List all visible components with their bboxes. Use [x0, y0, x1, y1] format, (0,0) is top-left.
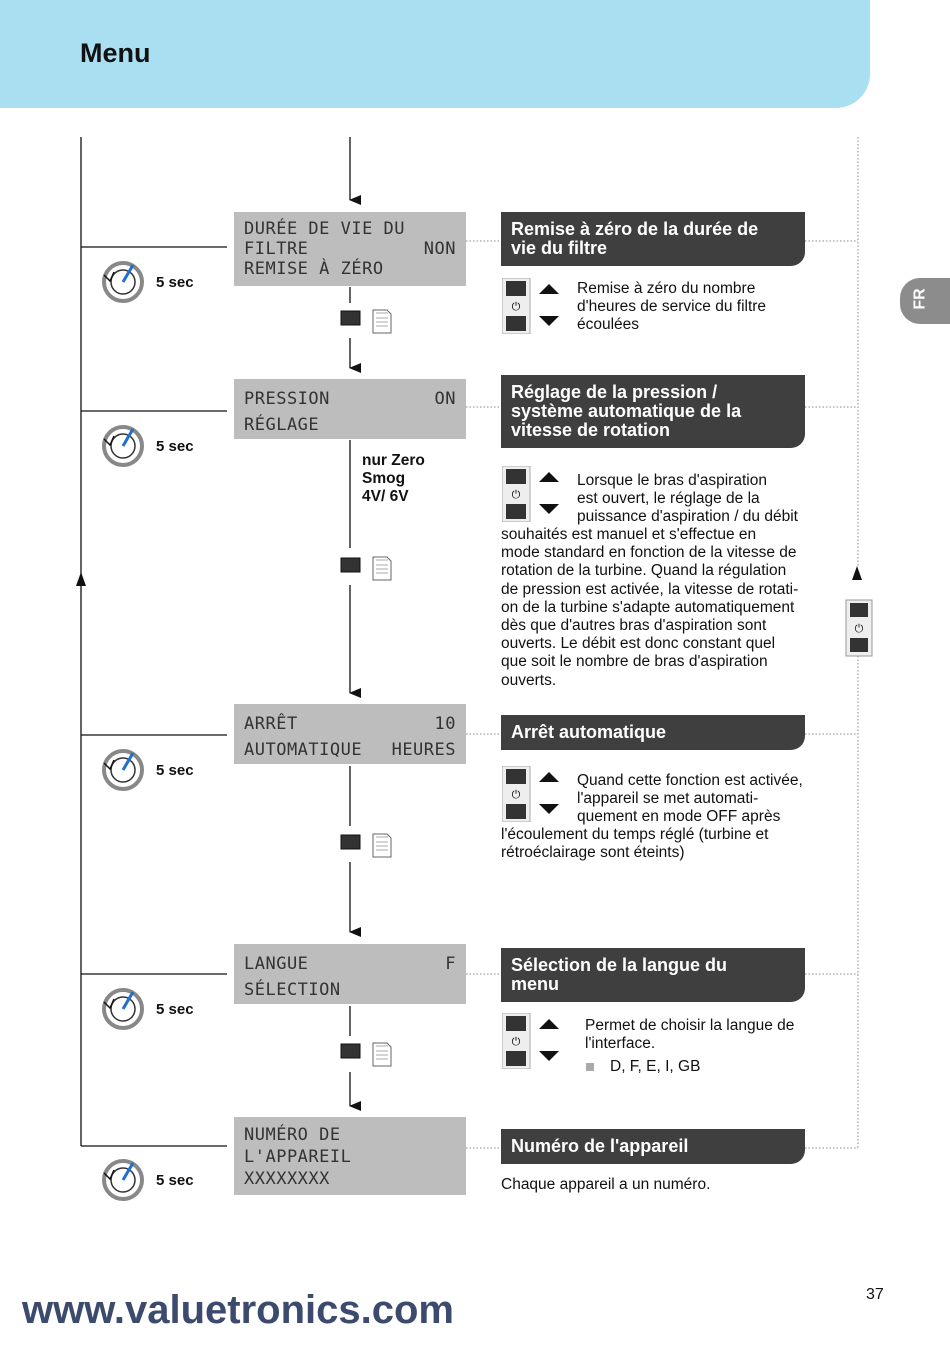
lcd-screen-device-number: NUMÉRO DE L'APPAREIL XXXXXXXX: [234, 1117, 466, 1195]
svg-text:⏻: ⏻: [511, 300, 521, 313]
section-heading-language: Sélection de la langue du menu: [501, 948, 805, 1002]
timer-5sec-5: [100, 1157, 194, 1203]
section-text-filter-reset: Remise à zéro du nombre d'heures de service du filtre écoulées: [577, 280, 767, 334]
timer-label: 5 sec: [156, 761, 194, 779]
timer-dial-icon: [100, 1157, 146, 1203]
bullet-square-icon: [586, 1063, 594, 1071]
section-text-auto-off-intro: Quand cette fonction est activée, l'appareil se met automati- quement en mode OFF après: [577, 772, 803, 826]
pressure-note: nur Zero Smog 4V/ 6V: [362, 452, 425, 505]
svg-text:⏻: ⏻: [854, 622, 864, 635]
keypad-arrows-icon: [502, 766, 564, 822]
section-text-pressure-intro: Lorsque le bras d'aspiration est ouvert, le réglage de la puissance d'aspiration / du débit: [577, 472, 798, 526]
key-doc-icon-3: [341, 834, 391, 857]
timer-dial-icon: [100, 747, 146, 793]
keypad-arrows-icon: [502, 466, 564, 522]
key-doc-icon-1: [341, 310, 391, 333]
lcd-screen-language: LANGUE F SÉLECTION: [234, 944, 466, 1004]
section-heading-pressure: Réglage de la pression / système automatique de la vitesse de rotation: [501, 375, 805, 448]
footer-url[interactable]: www.valuetronics.com: [22, 1288, 454, 1332]
side-keypad-icon: [846, 600, 872, 656]
timer-label: 5 sec: [156, 437, 194, 455]
timer-label: 5 sec: [156, 273, 194, 291]
lcd-screen-auto-off: ARRÊT 10 AUTOMATIQUE HEURES: [234, 704, 466, 764]
language-tab-label: FR: [911, 288, 929, 310]
right-up-arrow: [852, 566, 862, 580]
lcd-screen-pressure: PRESSION ON RÉGLAGE: [234, 379, 466, 439]
left-up-arrow: [76, 572, 86, 586]
section-text-device-number: Chaque appareil a un numéro.: [501, 1176, 711, 1193]
section-text-auto-off: l'écoulement du temps réglé (turbine et rétroéclairage sont éteints): [501, 826, 769, 862]
timer-5sec-1: [100, 259, 194, 305]
timer-dial-icon: [100, 423, 146, 469]
section-text-pressure: souhaités est manuel et s'effectue en mode standard en fonction de la vitesse de rotation de la turbine. Quand la régulation de pression est activée, la vitesse de rotati- on de la turbine s'adapte automatiquement dès que d'autres bras d'aspiration sont ouverts. Le débit est donc constant quel que soit le nombre de bras d'aspiration ouverts.: [501, 526, 799, 689]
language-list-item: D, F, E, I, GB: [586, 1058, 700, 1076]
section-heading-filter-reset: Remise à zéro de la durée de vie du filtre: [501, 212, 805, 266]
keypad-arrows-icon: [502, 278, 564, 334]
timer-5sec-4: [100, 986, 194, 1032]
key-doc-icon-2: [341, 557, 391, 580]
timer-label: 5 sec: [156, 1000, 194, 1018]
svg-text:⏻: ⏻: [511, 1035, 521, 1048]
svg-text:⏻: ⏻: [511, 488, 521, 501]
section-heading-auto-off: Arrêt automatique: [501, 715, 805, 750]
timer-dial-icon: [100, 986, 146, 1032]
section-text-language: Permet de choisir la langue de l'interface.: [585, 1017, 795, 1053]
timer-5sec-2: [100, 423, 194, 469]
timer-dial-icon: [100, 259, 146, 305]
timer-5sec-3: [100, 747, 194, 793]
key-doc-icon-4: [341, 1043, 391, 1066]
svg-text:⏻: ⏻: [511, 788, 521, 801]
section-heading-device-number: Numéro de l'appareil: [501, 1129, 805, 1164]
page-title: Menu: [80, 38, 151, 68]
lcd-screen-filter-reset: DURÉE DE VIE DU FILTRE NON REMISE À ZÉRO: [234, 212, 466, 286]
keypad-arrows-icon: [502, 1013, 564, 1069]
timer-label: 5 sec: [156, 1171, 194, 1189]
page-number: 37: [866, 1286, 884, 1303]
